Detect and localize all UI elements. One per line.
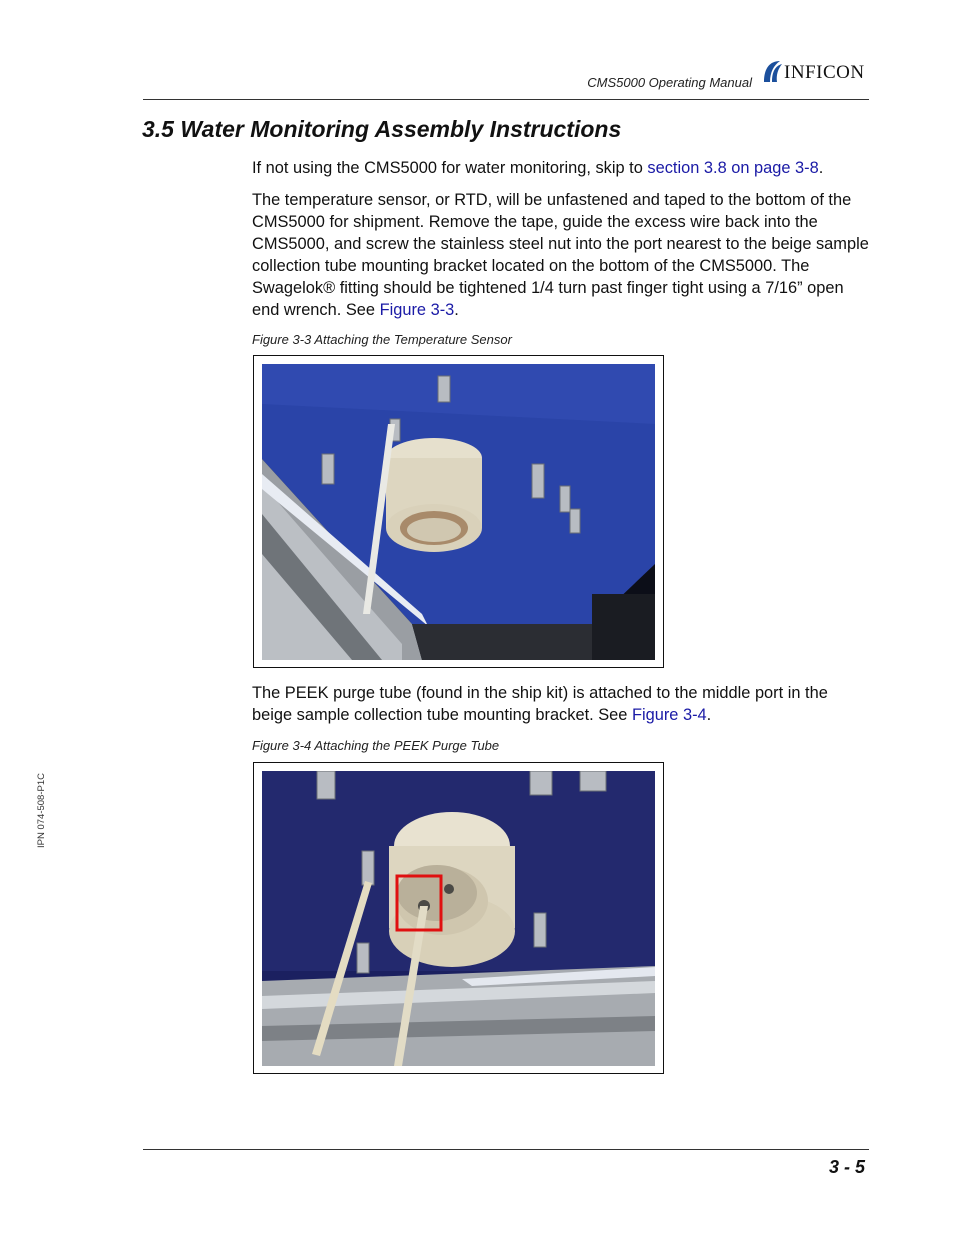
paragraph-text: The PEEK purge tube (found in the ship kit) is attached to the middle port in the beige sample collection tube mounting bracket. See	[252, 684, 828, 724]
figure-3-3-photo	[262, 364, 655, 660]
figure-3-4-frame	[253, 762, 664, 1074]
brand-name: INFICON	[784, 62, 865, 83]
document-ipn-label: IPN 074-508-P1C	[36, 773, 47, 848]
figure-3-3-caption: Figure 3-3 Attaching the Temperature Sensor	[252, 332, 512, 347]
paragraph-temperature-sensor: The temperature sensor, or RTD, will be unfastened and taped to the bottom of the CMS5000 for shipment. Remove the tape, guide the excess wire back into the CMS5000, and screw the stainless steel nut into the port nearest to the beige sample collection tube mounting bracket located on the bottom of the CMS5000. The Swagelok® fitting should be tightened 1/4 turn past finger tight using a 7/16” open end wrench. See Figure 3-3.	[252, 191, 869, 319]
section-title: 3.5 Water Monitoring Assembly Instructions	[142, 116, 622, 142]
figure-3-4-photo	[262, 771, 655, 1066]
figure-3-3-link[interactable]: Figure 3-3	[379, 301, 455, 319]
header-rule	[143, 99, 869, 100]
figure-3-4-link[interactable]: Figure 3-4	[631, 706, 707, 724]
paragraph-peek-tube: The PEEK purge tube (found in the ship kit) is attached to the middle port in the beige sample collection tube mounting bracket. See Figure 3-4.	[252, 684, 828, 724]
inficon-logo-icon	[760, 58, 784, 86]
section-3-8-link[interactable]: section 3.8 on page 3-8	[647, 159, 819, 177]
footer-rule	[143, 1149, 869, 1150]
paragraph-skip: If not using the CMS5000 for water monitoring, skip to section 3.8 on page 3-8.	[252, 159, 824, 177]
inficon-logo	[760, 58, 872, 86]
paragraph-text: The temperature sensor, or RTD, will be unfastened and taped to the bottom of the CMS5000 for shipment. Remove the tape, guide the excess wire back into the CMS5000, and screw the stainless steel nut into the port nearest to the beige sample collection tube mounting bracket located on the bottom of the CMS5000. The Swagelok® fitting should be tightened 1/4 turn past finger tight using a 7/16” open end wrench. See	[252, 191, 869, 319]
page-number: 3 - 5	[828, 1157, 865, 1177]
figure-3-4-caption: Figure 3-4 Attaching the PEEK Purge Tube	[252, 738, 500, 753]
running-header-title: CMS5000 Operating Manual	[587, 75, 752, 90]
paragraph-text: If not using the CMS5000 for water monitoring, skip to	[252, 159, 648, 177]
figure-3-3-frame	[253, 355, 664, 668]
